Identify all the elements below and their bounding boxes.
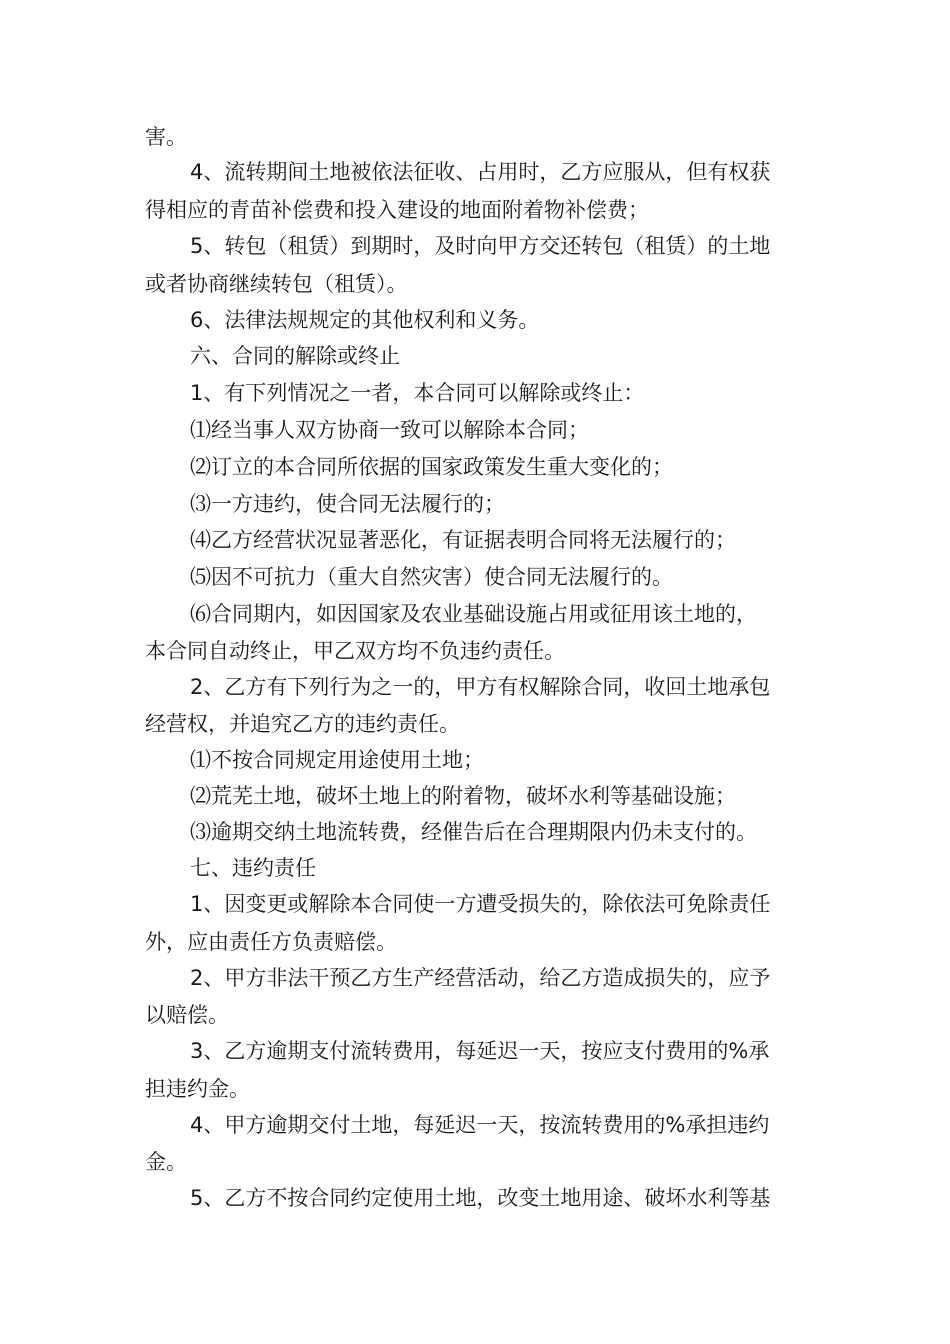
text-line: ⑵订立的本合同所依据的国家政策发生重大变化的； [190, 455, 673, 479]
text-line: ⑷乙方经营状况显著恶化，有证据表明合同将无法履行的； [190, 528, 736, 552]
text-line: 金。 [145, 1150, 187, 1174]
text-line: 害。 [145, 125, 187, 149]
text-line: ⑴不按合同规定用途使用土地； [190, 748, 484, 772]
text-line: 本合同自动终止，甲乙双方均不负违约责任。 [145, 639, 565, 663]
text-line: 得相应的青苗补偿费和投入建设的地面附着物补偿费； [145, 198, 649, 222]
text-line: 或者协商继续转包（租赁）。 [145, 272, 408, 296]
text-line: 1、有下列情况之一者，本合同可以解除或终止： [190, 381, 645, 405]
section-heading: 六、合同的解除或终止 [190, 344, 400, 368]
text-line: ⑴经当事人双方协商一致可以解除本合同； [190, 418, 589, 442]
text-line: 1、因变更或解除本合同使一方遭受损失的，除依法可免除责任 [190, 892, 771, 916]
text-line: 以赔偿。 [145, 1003, 229, 1027]
text-line: ⑸因不可抗力（重大自然灾害）使合同无法履行的。 [190, 565, 673, 589]
text-line: 担违约金。 [145, 1077, 250, 1101]
text-line: ⑶一方违约，使合同无法履行的； [190, 492, 505, 516]
text-line: 6、法律法规规定的其他权利和义务。 [190, 308, 540, 332]
text-line: 5、转包（租赁）到期时，及时向甲方交还转包（租赁）的土地 [190, 234, 771, 258]
text-line: 5、乙方不按合同约定使用土地，改变土地用途、破坏水利等基 [190, 1186, 771, 1210]
text-line: ⑵荒芜土地，破坏土地上的附着物，破坏水利等基础设施； [190, 784, 736, 808]
text-line: 2、甲方非法干预乙方生产经营活动，给乙方造成损失的，应予 [190, 966, 771, 990]
text-line: 4、甲方逾期交付土地，每延迟一天，按流转费用的%承担违约 [190, 1113, 770, 1137]
text-line: ⑶逾期交纳土地流转费，经催告后在合理期限内仍未支付的。 [190, 820, 757, 844]
text-line: 经营权，并追究乙方的违约责任。 [145, 712, 460, 736]
text-line: 2、乙方有下列行为之一的，甲方有权解除合同，收回土地承包 [190, 675, 771, 699]
text-line: ⑹合同期内，如因国家及农业基础设施占用或征用该土地的， [190, 602, 757, 626]
section-heading: 七、违约责任 [190, 856, 316, 880]
text-line: 4、流转期间土地被依法征收、占用时，乙方应服从，但有权获 [190, 160, 771, 184]
text-line: 3、乙方逾期支付流转费用，每延迟一天，按应支付费用的%承 [190, 1039, 770, 1063]
text-line: 外，应由责任方负责赔偿。 [145, 930, 397, 954]
